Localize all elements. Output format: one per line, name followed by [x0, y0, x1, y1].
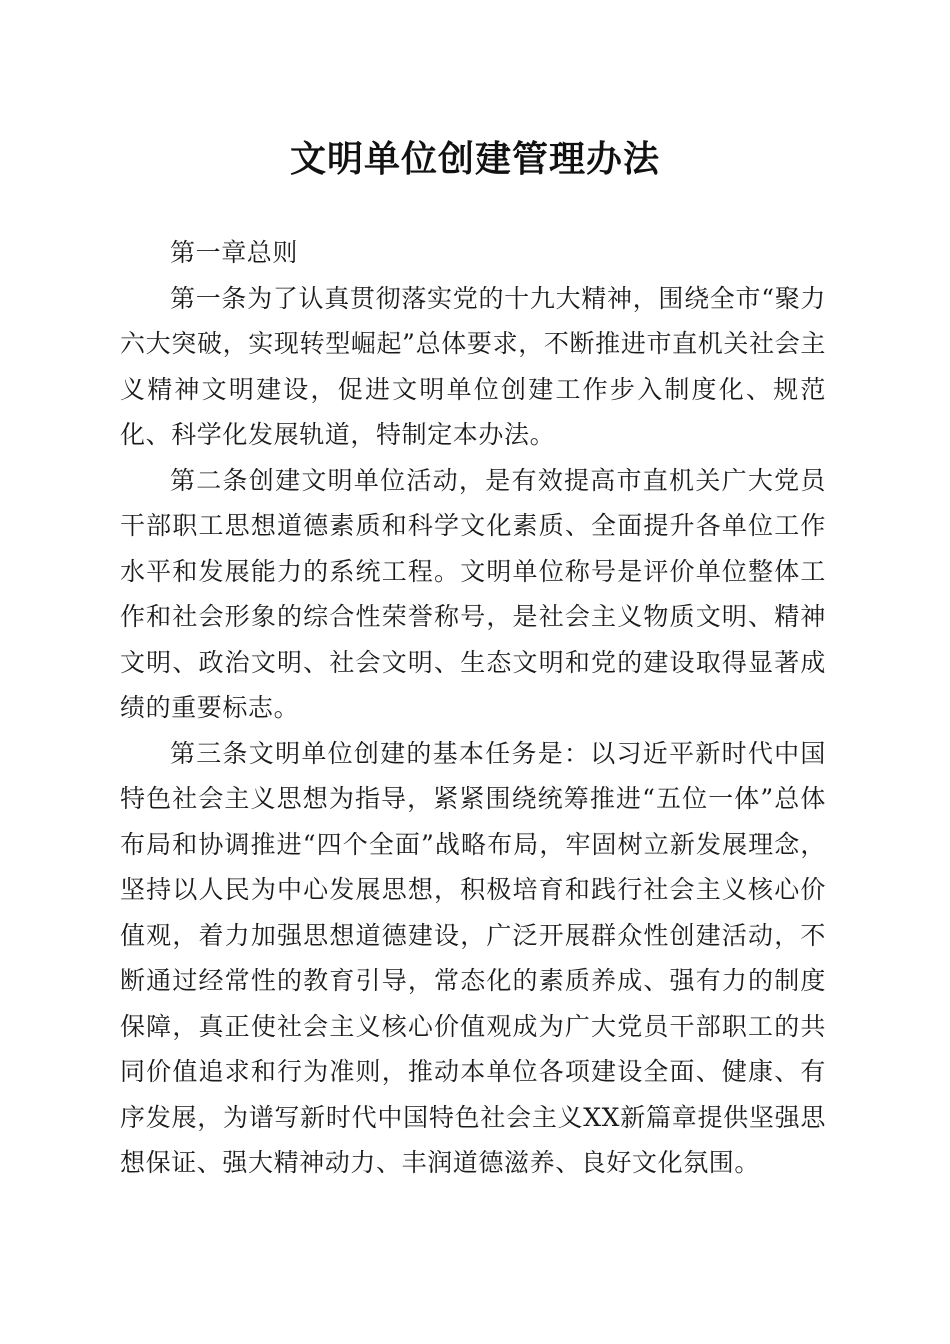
article-3-paragraph: 第三条文明单位创建的基本任务是：以习近平新时代中国特色社会主义思想为指导，紧紧围绕统筹推进“五位一体”总体布局和协调推进“四个全面”战略布局，牢固树立新发展理念，坚持以人民为中心发展思想，积极培育和践行社会主义核心价值观，着力加强思想道德建设，广泛开展群众性创建活动，不断通过经常性的教育引导，常态化的素质养成、强有力的制度保障，真正使社会主义核心价值观成为广大党员干部职工的共同价值追求和行为准则，推动本单位各项建设全面、健康、有序发展，为谱写新时代中国特色社会主义XX新篇章提供坚强思想保证、强大精神动力、丰润道德滋养、良好文化氛围。 [120, 738, 826, 1177]
article-1-paragraph: 第一条为了认真贯彻落实党的十九大精神，围绕全市“聚力六大突破，实现转型崛起”总体要求，不断推进市直机关社会主义精神文明建设，促进文明单位创建工作步入制度化、规范化、科学化发展轨道，特制定本办法。 [120, 283, 826, 449]
document-title: 文明单位创建管理办法 [289, 138, 660, 180]
article-2-paragraph: 第二条创建文明单位活动，是有效提高市直机关广大党员干部职工思想道德素质和科学文化素质、全面提升各单位工作水平和发展能力的系统工程。文明单位称号是评价单位整体工作和社会形象的综合性荣誉称号，是社会主义物质文明、精神文明、政治文明、社会文明、生态文明和党的建设取得显著成绩的重要标志。 [120, 465, 826, 722]
document-body [120, 230, 826, 1186]
chapter-heading: 第一章总则 [170, 238, 299, 267]
